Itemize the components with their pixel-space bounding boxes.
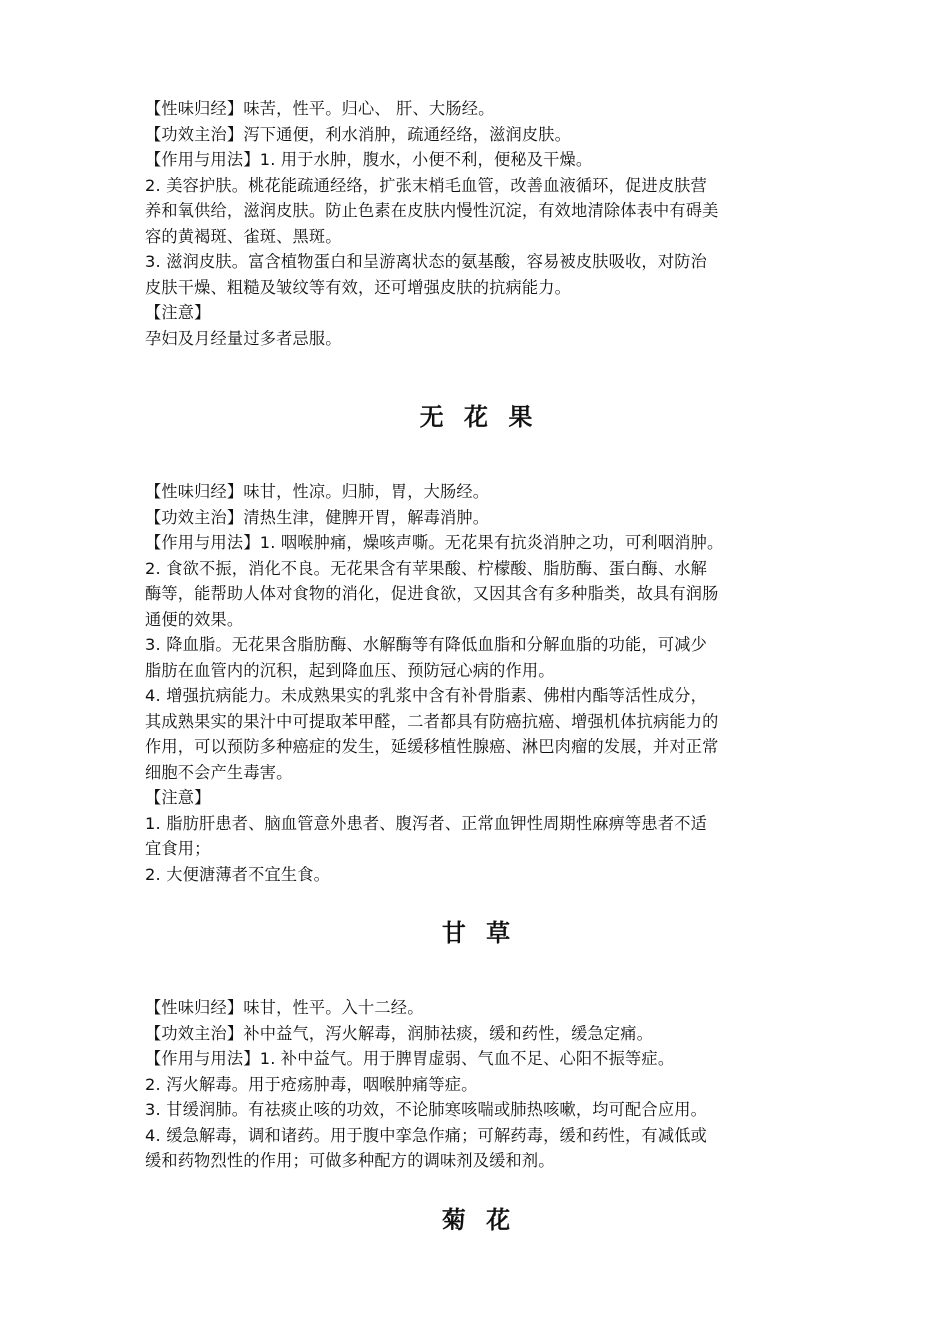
- text-line: 【功效主治】泻下通便，利水消肿，疏通经络，滋润皮肤。: [145, 124, 572, 144]
- text-line: 【作用与用法】1. 用于水肿，腹水，小便不利，便秘及干燥。: [145, 150, 593, 169]
- text-line: 其成熟果实的果汁中可提取苯甲醛，二者都具有防癌抗癌、增强机体抗病能力的: [145, 711, 719, 731]
- text-line: 2. 大便溏薄者不宜生食。: [145, 864, 331, 884]
- section-gancao: [145, 995, 813, 1174]
- text-line: 1. 脂肪肝患者、脑血管意外患者、腹泻者、正常血钾性周期性麻痹等患者不适: [145, 813, 707, 833]
- text-line: 3. 滋润皮肤。富含植物蛋白和呈游离状态的氨基酸，容易被皮肤吸收，对防治: [145, 252, 707, 271]
- section-taohua: [145, 96, 813, 351]
- text-line: 2. 食欲不振，消化不良。无花果含有苹果酸、柠檬酸、脂肪酶、蛋白酶、水解: [145, 558, 707, 578]
- text-line: 【性味归经】味甘，性平。入十二经。: [145, 998, 424, 1017]
- text-line: 【注意】: [145, 788, 211, 807]
- text-line: 孕妇及月经量过多者忌服。: [145, 328, 342, 348]
- section-title-wuhuaguo: 无 花 果: [419, 403, 539, 431]
- text-line: 通便的效果。: [145, 609, 244, 629]
- section-title-juhua: 菊 花: [441, 1205, 517, 1234]
- text-line: 作用，可以预防多种癌症的发生，延缓移植性腺癌、淋巴肉瘤的发展，并对正常: [145, 737, 719, 756]
- text-line: 4. 增强抗病能力。未成熟果实的乳浆中含有补骨脂素、佛柑内酯等活性成分，: [145, 686, 707, 705]
- document-page: [145, 96, 813, 1240]
- text-line: 【性味归经】味苦，性平。归心、 肝、大肠经。: [145, 99, 495, 118]
- text-line: 缓和药物烈性的作用；可做多种配方的调味剂及缓和剂。: [145, 1151, 555, 1170]
- text-line: 细胞不会产生毒害。: [145, 762, 293, 782]
- section-wuhuaguo: [145, 479, 813, 887]
- text-line: 3. 降血脂。无花果含脂肪酶、水解酶等有降低血脂和分解血脂的功能，可减少: [145, 635, 707, 654]
- text-line: 容的黄褐斑、雀斑、黑斑。: [145, 226, 342, 246]
- text-line: 养和氧供给，滋润皮肤。防止色素在皮肤内慢性沉淀，有效地清除体表中有碍美: [145, 201, 719, 220]
- text-line: 宜食用；: [145, 839, 211, 858]
- text-line: 【注意】: [145, 303, 211, 322]
- text-line: 【作用与用法】1. 补中益气。用于脾胃虚弱、气血不足、心阳不振等症。: [145, 1049, 675, 1068]
- text-line: 酶等，能帮助人体对食物的消化，促进食欲，又因其含有多种脂类，故具有润肠: [145, 584, 719, 603]
- text-line: 【性味归经】味甘，性凉。归肺，胃，大肠经。: [145, 482, 490, 501]
- text-line: 2. 泻火解毒。用于疮疡肿毒，咽喉肿痛等症。: [145, 1074, 478, 1094]
- text-line: 2. 美容护肤。桃花能疏通经络，扩张末梢毛血管，改善血液循环，促进皮肤营: [145, 175, 707, 195]
- text-line: 【功效主治】清热生津，健脾开胃，解毒消肿。: [145, 507, 490, 527]
- text-line: 脂肪在血管内的沉积，起到降血压、预防冠心病的作用。: [145, 660, 555, 680]
- text-line: 【作用与用法】1. 咽喉肿痛，燥咳声嘶。无花果有抗炎消肿之功，可利咽消肿。: [145, 533, 724, 552]
- text-line: 3. 甘缓润肺。有祛痰止咳的功效，不论肺寒咳喘或肺热咳嗽，均可配合应用。: [145, 1100, 707, 1119]
- text-line: 【功效主治】补中益气，泻火解毒，润肺祛痰，缓和药性，缓急定痛。: [145, 1023, 654, 1043]
- section-title-gancao: 甘 草: [441, 919, 517, 947]
- text-line: 皮肤干燥、粗糙及皱纹等有效，还可增强皮肤的抗病能力。: [145, 277, 572, 297]
- text-line: 4. 缓急解毒，调和诸药。用于腹中挛急作痛；可解药毒，缓和药性，有减低或: [145, 1125, 707, 1145]
